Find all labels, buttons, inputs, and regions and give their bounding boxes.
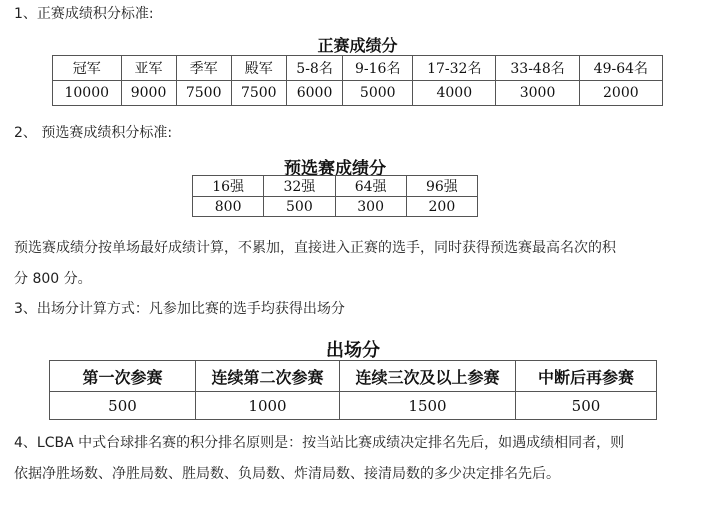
table1-header-row [53, 56, 663, 81]
table2-value: 200 [406, 197, 477, 217]
ranking-principle-line1: 4、LCBA 中式台球排名赛的积分排名原则是：按当站比赛成绩决定排名先后，如遇成绩相同者，则 [14, 435, 625, 451]
table1-value: 9000 [121, 81, 176, 106]
table1-match-points [52, 55, 663, 106]
table3-header: 第一次参赛 [50, 361, 196, 392]
table3-appearance-points [49, 360, 657, 420]
table1-value: 6000 [286, 81, 342, 106]
table3-value: 1000 [196, 392, 340, 420]
table2-header-row [193, 176, 478, 197]
table1-header: 冠军 [53, 56, 122, 81]
table3-value: 1500 [340, 392, 516, 420]
table3-value-row [50, 392, 657, 420]
table1-title: 正赛成绩分 [317, 36, 398, 55]
table1-header: 亚军 [121, 56, 176, 81]
qualifier-note-line2: 分 800 分。 [14, 271, 92, 287]
table1-value-row [53, 81, 663, 106]
table2-value: 800 [193, 197, 264, 217]
table1-header: 17-32名 [413, 56, 496, 81]
ranking-principle [14, 428, 692, 490]
table1-header: 49-64名 [579, 56, 662, 81]
qualifier-note [14, 233, 692, 295]
ranking-principle-line2: 依据净胜场数、净胜局数、胜局数、负局数、炸清局数、接清局数的多少决定排名先后。 [14, 466, 560, 482]
section2-heading: 2、 预选赛成绩积分标准: [14, 125, 173, 141]
table2-value: 300 [335, 197, 406, 217]
table2-header: 96强 [406, 176, 477, 197]
table1-value: 5000 [343, 81, 413, 106]
table3-header-row [50, 361, 657, 392]
table1-header: 季军 [176, 56, 231, 81]
table2-header: 32强 [264, 176, 335, 197]
table2-value: 500 [264, 197, 335, 217]
table2-value-row [193, 197, 478, 217]
table3-value: 500 [50, 392, 196, 420]
table1-header: 5-8名 [286, 56, 342, 81]
table2-header: 64强 [335, 176, 406, 197]
table3-header: 连续第二次参赛 [196, 361, 340, 392]
table3-header: 连续三次及以上参赛 [340, 361, 516, 392]
table3-value: 500 [516, 392, 657, 420]
table1-header: 33-48名 [496, 56, 579, 81]
qualifier-note-line1: 预选赛成绩分按单场最好成绩计算，不累加，直接进入正赛的选手，同时获得预选赛最高名次的积 [14, 240, 616, 256]
table3-title: 出场分 [326, 340, 380, 361]
table1-value: 7500 [231, 81, 286, 106]
table1-value: 2000 [579, 81, 662, 106]
table1-header: 9-16名 [343, 56, 413, 81]
table3-header: 中断后再参赛 [516, 361, 657, 392]
table1-value: 3000 [496, 81, 579, 106]
table1-header: 殿军 [231, 56, 286, 81]
section3-heading: 3、出场分计算方式：凡参加比赛的选手均获得出场分 [14, 301, 345, 317]
table1-value: 7500 [176, 81, 231, 106]
section1-heading: 1、正赛成绩积分标准: [14, 6, 154, 22]
table2-qualifier-points [192, 175, 478, 217]
table1-value: 4000 [413, 81, 496, 106]
table2-title: 预选赛成绩分 [284, 159, 386, 179]
table2-header: 16强 [193, 176, 264, 197]
table1-value: 10000 [53, 81, 122, 106]
